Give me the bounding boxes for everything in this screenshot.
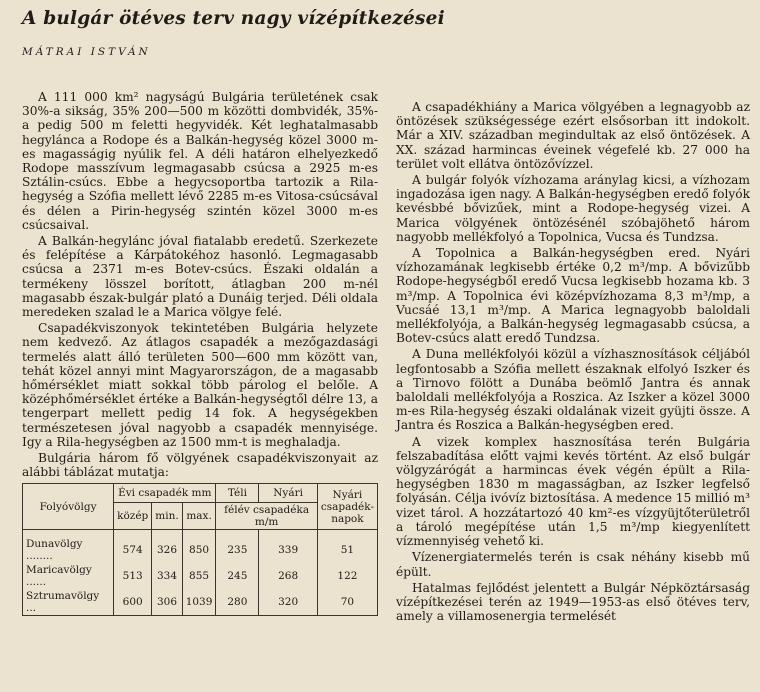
table-cell: Sztrumavölgy ...	[23, 589, 114, 616]
table-cell: 268	[259, 563, 317, 589]
paragraph: A Balkán-hegylánc jóval fiatalabb eredetű. Szerkezete és felépítése a Kárpátokéhoz hasonló. Legmagasabb csúcsa a 2371 m-es Botev-csúcs. Északi oldalán a termékeny lösszel borított, átlagban 200 m-nél magasabb észak-bulgár plató a Dunáig terjed. Déli oldala meredeken szalad le a Marica völgye felé.	[22, 234, 378, 320]
table-header-summer-days: Nyári csapadék-napok	[317, 484, 377, 530]
paragraph: A Topolnica a Balkán-hegységben ered. Nyári vízhozamának legkisebb értéke 0,2 m³/mp. A bővizűbb Rodope-hegységből eredő Vucsa legkisebb hozama kb. 3 m³/mp. A Topolnica évi középvízhozama 8,3 m³/mp, a Vucsáé 13,1 m³/mp. A Marica legnagyobb baloldali mellékfolyója, a Balkán-hegység legmagasabb csúcsa, a Botev-csúcs alatt eredő Tundzsa.	[396, 246, 750, 346]
table-cell: 339	[259, 530, 317, 564]
paragraph: Hatalmas fejlődést jelentett a Bulgár Népköztársaság vízépítkezései terén az 1949—1953-as első ötéves terv, amely a villamosenergia termelését	[396, 580, 750, 624]
paragraph: Bulgária három fő völgyének csapadékviszonyait az alábbi táblázat mutatja:	[22, 451, 378, 480]
article-title: A bulgár ötéves terv nagy vízépítkezései	[22, 8, 445, 29]
table-cell: 306	[152, 589, 182, 616]
table-cell: 1039	[182, 589, 216, 616]
table-cell: 326	[152, 530, 182, 564]
table-row	[23, 563, 378, 589]
paragraph: A Duna mellékfolyói közül a vízhasznosítások céljából legfontosabb a Szófia mellett északnak elfolyó Iszker és a Tirnovo fölött a Dunába beömlő Jantra és annak baloldali mellékfolyója a Roszica. Az Iszker a közel 3000 m-es Rila-hegység északi oldalának vizeit gyüjti össze. A Jantra és Roszica a Balkán-hegységben ered.	[396, 347, 750, 433]
table-cell: 51	[317, 530, 377, 564]
table-cell: 600	[114, 589, 152, 616]
table-cell: 850	[182, 530, 216, 564]
paragraph: A csapadékhiány a Marica völgyében a legnagyobb az öntözések szükségessége ezért elsősorban itt indokolt. Már a XIV. században megindultak az első öntözések. A XX. század harmincas éveinek végefelé kb. 27 000 ha terület volt ellátva öntözővízzel.	[396, 100, 750, 171]
table-cell: 70	[317, 589, 377, 616]
left-column	[22, 90, 378, 616]
article-author: MÁTRAI ISTVÁN	[22, 46, 151, 58]
table-cell: 334	[152, 563, 182, 589]
table-cell: 574	[114, 530, 152, 564]
table-header-avg: közép	[114, 503, 152, 530]
table-cell: 235	[216, 530, 259, 564]
table-row	[23, 589, 378, 616]
table-header-valley: Folyóvölgy	[23, 484, 114, 530]
table-cell: 280	[216, 589, 259, 616]
table-cell: 513	[114, 563, 152, 589]
paragraph: Csapadékviszonyok tekintetében Bulgária helyzete nem kedvező. Az átlagos csapadék a mezőgazdasági termelés alatt álló területen 500—600 mm között van, tehát közel annyi mint Magyarországon, de a magasabb hőmérséklet miatt sokkal több párolog el belőle. A középhőmérséklet értéke a Balkán-hegységtől délre 13, a tengerpart mellett pedig 14 fok. A hegységekben természetesen jóval nagyobb a csapadék mennyisége. Igy a Rila-hegységben az 1500 mm-t is meghaladja.	[22, 321, 378, 449]
table-row	[23, 530, 378, 564]
paragraph: Vízenergiatermelés terén is csak néhány kisebb mű épült.	[396, 550, 750, 579]
paragraph: A 111 000 km² nagyságú Bulgária területének csak 30%-a sikság, 35% 200—500 m közötti dombvidék, 35%-a pedig 500 m feletti hegyvidék. Két leghatalmasabb hegylánca a Rodope és a Balkán-hegység közel 3000 m-es magasságig nyúlik fel. A déli határon elhelyezkedő Rodope masszívum legmagasabb csúcsa a 2925 m-es Sztálin-csúcs. Ebbe a hegycsoportba tartozik a Rila-hegység a Szófia mellett lévő 2285 m-es Vitosa-csúcsával és délen a Pirin-hegység szintén közel 3000 m-es csúcsaival.	[22, 90, 378, 232]
table-header-halfyear: félév csapadéka m/m	[216, 503, 317, 530]
table-cell: 122	[317, 563, 377, 589]
right-column	[396, 100, 750, 625]
table-header-min: min.	[152, 503, 182, 530]
table-header-summer: Nyári	[259, 484, 317, 503]
table-cell: Maricavölgy ......	[23, 563, 114, 589]
paragraph: A vizek komplex hasznosítása terén Bulgária felszabadítása előtt vajmi kevés történt. Az első bulgár völgyzárógát a harmincas évek végén épült a Rila-hegységben 1830 m magasságban, az Iszker legfelső folyásán. Célja ivóvíz biztosítása. A medence 15 millió m³ vizet tárol. A hozzátartozó 40 km²-es vízgyüjtőterületről a tároló megépítése után 1,5 m³/mp kiegyenlített vízmennyiség vehető ki.	[396, 434, 750, 549]
table-cell: 320	[259, 589, 317, 616]
table-cell: Dunavölgy ........	[23, 530, 114, 564]
table-header-annual: Évi csapadék mm	[114, 484, 216, 503]
table-header-max: max.	[182, 503, 216, 530]
paragraph: A bulgár folyók vízhozama aránylag kicsi, a vízhozam ingadozása igen nagy. A Balkán-hegységben eredő folyók kevésbbé bővizűek, mint a Rodope-hegység vizei. A Marica völgyének öntözésénél szóbajöhető három nagyobb mellékfolyó a Topolnica, Vucsa és Tundzsa.	[396, 173, 750, 244]
table-cell: 245	[216, 563, 259, 589]
table-cell: 855	[182, 563, 216, 589]
precipitation-table	[22, 483, 378, 616]
table-header-winter: Téli	[216, 484, 259, 503]
